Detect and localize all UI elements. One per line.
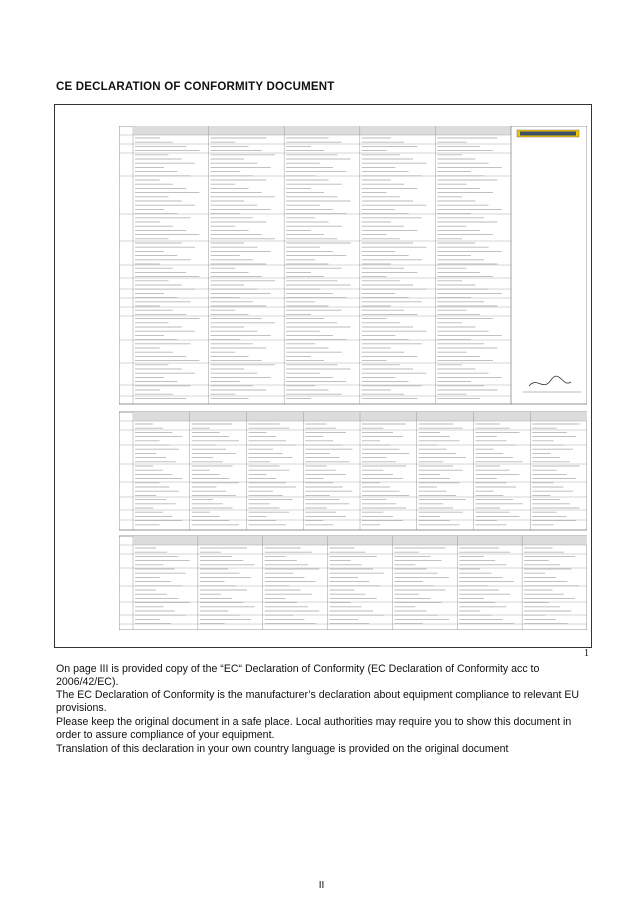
paragraph-translation-note: Translation of this declaration in your own country language is provided on the original document bbox=[56, 743, 509, 755]
figure-page-mark: 1 bbox=[584, 648, 589, 659]
form-header-band bbox=[133, 126, 511, 135]
form-block-middle bbox=[119, 412, 587, 530]
document-title: CE DECLARATION OF CONFORMITY DOCUMENT bbox=[56, 81, 335, 93]
form-header-band bbox=[133, 536, 587, 545]
declaration-form-grid bbox=[119, 126, 587, 630]
paragraph-ec-copy: On page III is provided copy of the “EC“ Declaration of Conformity (EC Declaration of Conformity acc to 2006/42/EC). bbox=[56, 663, 540, 688]
declaration-form-copy bbox=[119, 126, 587, 630]
declaration-image-frame bbox=[54, 104, 592, 648]
brand-badge-band bbox=[520, 132, 576, 136]
form-block-bottom bbox=[119, 536, 587, 630]
page-number: II bbox=[318, 880, 325, 891]
paragraph-declaration-definition: The EC Declaration of Conformity is the manufacturer’s declaration about equipment compliance to relevant EU provisions. bbox=[56, 689, 580, 714]
paragraph-keep-original: Please keep the original document in a safe place. Local authorities may require you to show this document in order to assure compliance of your equipment. bbox=[56, 716, 572, 741]
